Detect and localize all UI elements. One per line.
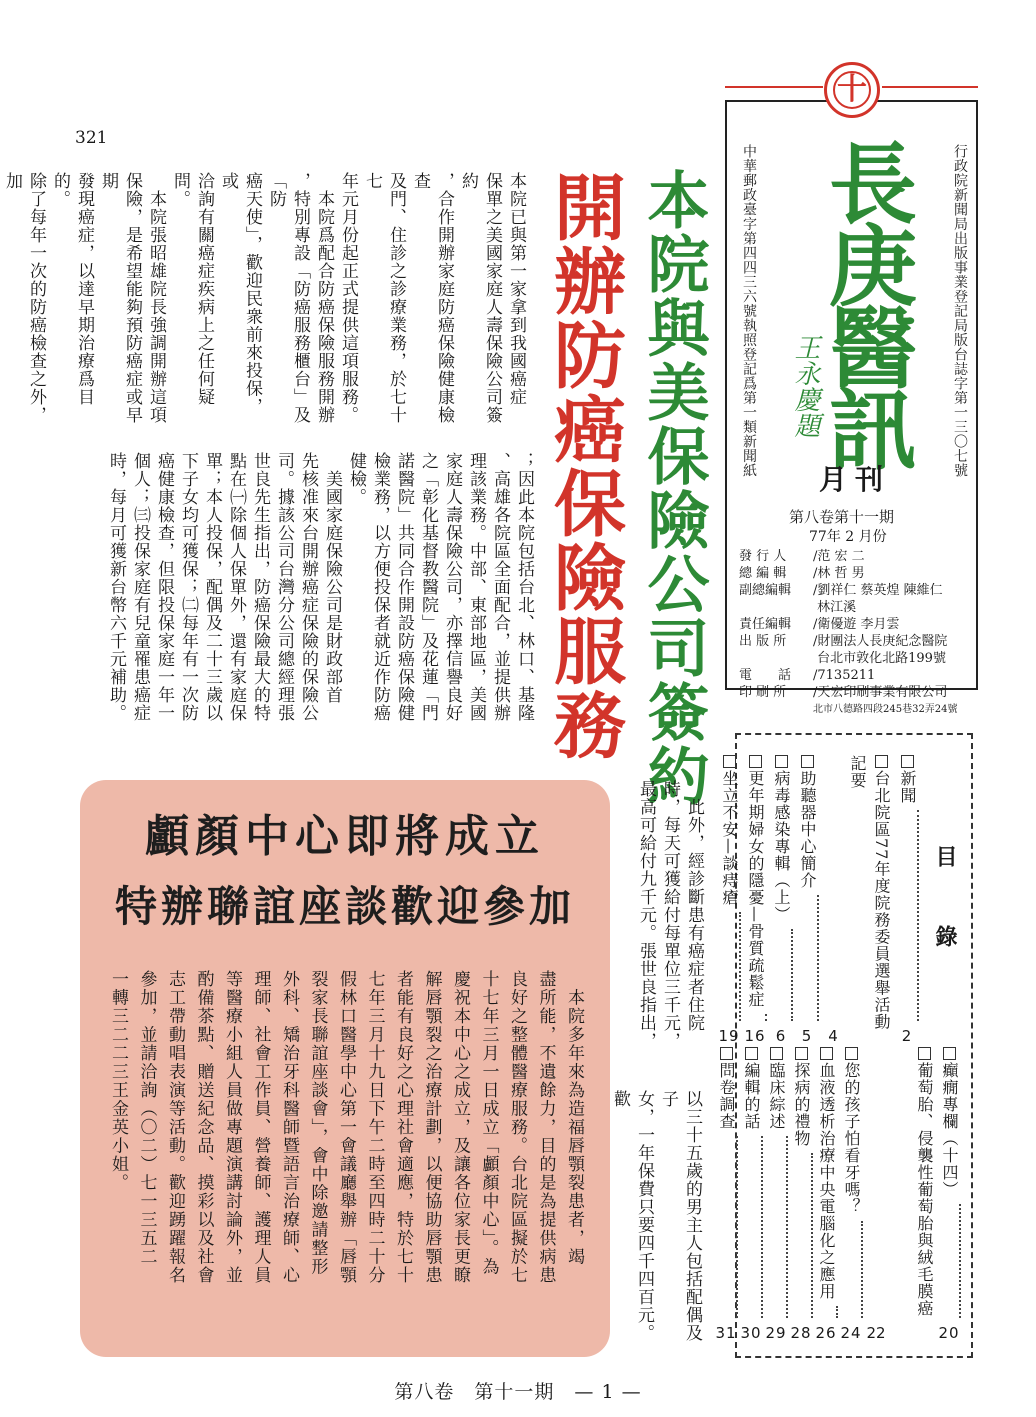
staff-row: 出 版 所 /財團法人長庚紀念醫院 [739, 634, 948, 649]
toc-item[interactable]: 癲癇專欄（十四） 20 [937, 1047, 961, 1342]
toc-item[interactable]: 更年期婦女的隱憂—骨質疏鬆症 16 [743, 755, 767, 1045]
registration-text-2: 中華郵政臺字第四四三六號執照登記爲第一類新聞紙 [741, 144, 757, 478]
headline-red: 開辦防癌保險服務 [542, 170, 627, 762]
staff-list [739, 548, 958, 718]
masthead [725, 72, 978, 715]
toc-column-1 [717, 755, 919, 1045]
toc-item[interactable]: 編輯的話 30 [739, 1047, 763, 1342]
page-footer: 第八卷 第十一期 — 1 — [394, 1381, 642, 1403]
article-upper-body: 本院已與第一家拿到我國癌症 保單之美國家庭人壽保險公司簽約 ，合作開辦家庭防癌保險健康檢查 及門、住診之診療業務，於七十七 年元月份起正式提供這項服務。 本院爲配合防癌保險服務開辦 ，特別專設「防癌服務櫃台」及「防 癌天使」，歡迎民衆前來投保，或 洽詢有關癌症疾病上之任何疑問。 本院張昭雄院長強調開辦這項 保險，是希望能夠預防癌症或早期 發現癌症，以達早期治療爲目的。 除了每年一次的防癌檢查之外，加 [2, 172, 526, 424]
date-label: 77年 2 月份 [809, 529, 887, 545]
toc-item[interactable]: 您的孩子怕看牙嗎？ 24 [839, 1047, 863, 1342]
article-continued: 此外，經診斷患有癌症者住院 時，每天可獲給付每單位三千元， 最高可給付九千元。張世良指出， [636, 780, 704, 1050]
notice-body: 本院多年來為造福唇顎裂患者，竭 盡所能，不遺餘力，目的是為提供病患 良好之整體醫療服務。台北院區擬於七 十七年三月一日成立「顱顏中心」。為 慶祝本中心之成立，及讓各位家長更瞭 解唇顎裂之治療計劃，以便協助唇顎患 者能有良好之心理社會適應，特於七十 七年三月十九日下午二時至四時二十分 假林口醫學中心第一會議廳舉辦「唇顎 裂家長聯誼座談會」，會中除邀請整形 外科、矯治牙科醫師暨語言治療師、心 理師、社會工作員、營養師、護理人員 等醫療小組人員做專題演講討論外，並 酌備茶點、贈送紀念品、摸彩以及社會 志工帶動唱表演等活動。歡迎踴躍報名 參加，並請洽詢（〇二）七一三五二 一轉三二二三王金英小姐。 [108, 970, 584, 1285]
toc-item[interactable]: 病毒感染專輯（上） 6 [769, 755, 793, 1045]
toc-item[interactable]: 新聞 2 [895, 755, 919, 1045]
toc-column-2 [714, 1047, 961, 1342]
notice-title-2: 特辦聯誼座談歡迎參加 [114, 882, 575, 931]
cross-emblem [824, 62, 880, 118]
toc-item[interactable]: 臨床綜述 29 [764, 1047, 788, 1342]
table-of-contents [715, 733, 973, 1358]
staff-row: 總 編 輯 /林 哲 男 [739, 566, 865, 581]
toc-item[interactable]: 問卷調查 31 [714, 1047, 738, 1342]
staff-row: 發 行 人 /范 宏 二 [739, 549, 865, 564]
toc-item[interactable]: 坐立不安—談痔瘡 19 [717, 755, 741, 1045]
registration-text-1: 行政院新聞局出版事業登記局版台誌字第一三〇七號 [952, 144, 968, 478]
toc-item[interactable]: 血液透析治療中央電腦化之應用 26 [814, 1047, 838, 1342]
toc-item[interactable]: 葡萄胎、侵襲性葡萄胎與絨毛膜癌 22 [864, 1047, 936, 1342]
monthly-label: 月刊 [819, 463, 892, 496]
notice-title-1: 顱顏中心即將成立 [145, 811, 545, 862]
notice-box [80, 780, 610, 1357]
staff-row: 林江溪 [817, 600, 857, 615]
staff-row: 電 話 /7135211 [739, 668, 876, 683]
masthead-title: 長庚醫訊 [815, 138, 919, 466]
toc-item[interactable]: 助聽器中心簡介 5 [795, 755, 819, 1045]
staff-row: 台北市敦化北路199號 [817, 651, 946, 666]
toc-item[interactable]: 台北院區77年度院務委員選舉活動記要 4 [828, 755, 891, 1045]
article-end: 以三十五歲的男主人包括配偶及子 女，一年保費只要四千四百元。歡 [610, 1090, 702, 1342]
cross-icon: 十 [833, 71, 871, 109]
staff-row: 責任編輯 /衛優遊 李月雲 [739, 617, 900, 632]
staff-row: 印 刷 所 /天宏印刷事業有限公司 [739, 685, 948, 700]
toc-title: 目 錄 [932, 845, 958, 965]
article-lower-body: ；因此本院包括台北、林口、基隆 、高雄各院區全面配合，並提供辦 理該業務。中部、東部地區，美國 家庭人壽保險公司，亦擇信譽良好 之「彰化基督教醫院」及花蓮「門 諾醫院」共同合作開設防癌保險健 檢業務，以方便投保者就近作防癌 健檢。 美國家庭保險公司是財政部首 先核准來台開辦癌症保險的保險公 司。據該公司台灣分公司總經理張 世良先生指出，防癌保險最大的特 點在㈠除個人保單外，還有家庭保 單；本人投保，配偶及二十三歲以 下子女均可獲保；㈡每年有一次防 癌健康檢查，但限投保家庭一年一 個人；㈢投保家庭有兒童罹患癌症 時，每月可獲新台幣六千元補助。 [106, 452, 534, 722]
signature: 王永慶題 [790, 334, 820, 438]
staff-row: 副總編輯 /劉祥仁 蔡英煌 陳維仁 [739, 583, 943, 598]
headline-green: 本院與美保險公司簽約 [637, 168, 710, 808]
toc-item[interactable]: 探病的禮物 28 [789, 1047, 813, 1342]
page-number: 321 [75, 128, 108, 148]
printer-address: 北市八德路四段245巷32弄24號 [813, 704, 958, 715]
issue-label: 第八卷第十一期 [789, 508, 895, 526]
